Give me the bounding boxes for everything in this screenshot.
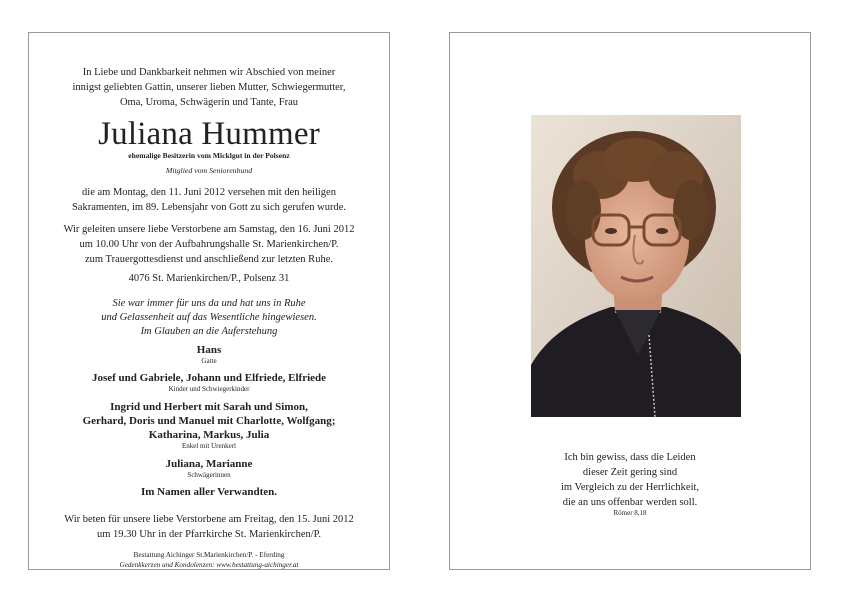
quote-reference: Römer 8,18: [613, 509, 647, 517]
mourner-group-sisters-in-law: [29, 457, 389, 480]
bible-quote: [450, 450, 810, 510]
mourner-relation: Schwägerinnen: [187, 471, 231, 479]
quote-line: Ich bin gewiss, dass die Leiden: [564, 452, 696, 463]
condolence-website: Gedenkkerzen und Kondolenzen: www.bestattung-aichinger.at: [119, 561, 299, 569]
obituary-text-panel: [28, 32, 390, 570]
funeral-notice: [29, 222, 389, 267]
funeral-line: Wir geleiten unsere liebe Verstorbene am Samstag, den 16. Juni 2012: [63, 224, 355, 235]
mourner-names: Juliana, Marianne: [165, 458, 253, 470]
former-owner-note: ehemalige Besitzerin vom Micklgut in der Polsenz: [128, 151, 290, 160]
death-notice: [29, 185, 389, 215]
tribute-poem: [29, 297, 389, 339]
mourner-group-grandchildren: [29, 400, 389, 451]
mourner-names: Ingrid und Herbert mit Sarah und Simon,: [110, 401, 308, 413]
mourner-names: Katharina, Markus, Julia: [148, 429, 270, 441]
prayer-line: Wir beten für unsere liebe Verstorbene am Freitag, den 15. Juni 2012: [64, 514, 354, 525]
quote-line: die an uns offenbar werden soll.: [562, 497, 698, 508]
mourner-names: Gerhard, Doris und Manuel mit Charlotte, Wolfgang;: [82, 415, 336, 427]
undertaker-info: [29, 550, 389, 570]
portrait-illustration: [531, 115, 741, 417]
death-line: die am Montag, den 11. Juni 2012 versehen mit den heiligen: [82, 187, 336, 198]
intro-line: Oma, Uroma, Schwägerin und Tante, Frau: [119, 97, 299, 108]
mourner-relation: Enkel mit Urenkerl: [181, 442, 237, 450]
mourner-group-children: [29, 371, 389, 394]
undertaker-name: Bestattung Aichinger St.Marienkirchen/P. - Eferding: [133, 551, 285, 559]
mourner-names: Josef und Gabriele, Johann und Elfriede, Elfriede: [91, 372, 327, 384]
quote-line: dieser Zeit gering sind: [582, 467, 678, 478]
intro-text: [29, 65, 389, 110]
mourner-relation: Gatte: [201, 357, 217, 365]
poem-line: und Gelassenheit auf das Wesentliche hingewiesen.: [101, 312, 317, 323]
mourner-group-spouse: [29, 343, 389, 366]
funeral-line: zum Trauergottesdienst und anschließend zur letzten Ruhe.: [85, 254, 333, 265]
poem-line: Im Glauben an die Auferstehung: [140, 326, 278, 337]
photo-panel: [449, 32, 811, 570]
death-line: Sakramenten, im 89. Lebensjahr von Gott zu sich gerufen wurde.: [71, 202, 347, 213]
quote-line: im Vergleich zu der Herrlichkeit,: [560, 482, 700, 493]
poem-line: Sie war immer für uns da und hat uns in Ruhe: [112, 298, 306, 309]
home-address: 4076 St. Marienkirchen/P., Polsenz 31: [128, 273, 290, 284]
closing-line: Im Namen aller Verwandten.: [140, 486, 278, 498]
portrait-photo: [531, 115, 741, 417]
deceased-name: Juliana Hummer: [98, 116, 320, 152]
prayer-notice: [29, 512, 389, 542]
intro-line: innigst geliebten Gattin, unserer lieben Mutter, Schwiegermutter,: [72, 82, 346, 93]
membership-note: Mitglied vom Seniorenbund: [165, 166, 253, 175]
mourner-names: Hans: [196, 344, 222, 356]
funeral-line: um 10.00 Uhr von der Aufbahrungshalle St. Marienkirchen/P.: [79, 239, 339, 250]
mourner-relation: Kinder und Schwiegerkinder: [168, 385, 250, 393]
prayer-line: um 19.30 Uhr in der Pfarrkirche St. Marienkirchen/P.: [97, 529, 321, 540]
intro-line: In Liebe und Dankbarkeit nehmen wir Abschied von meiner: [82, 67, 336, 78]
